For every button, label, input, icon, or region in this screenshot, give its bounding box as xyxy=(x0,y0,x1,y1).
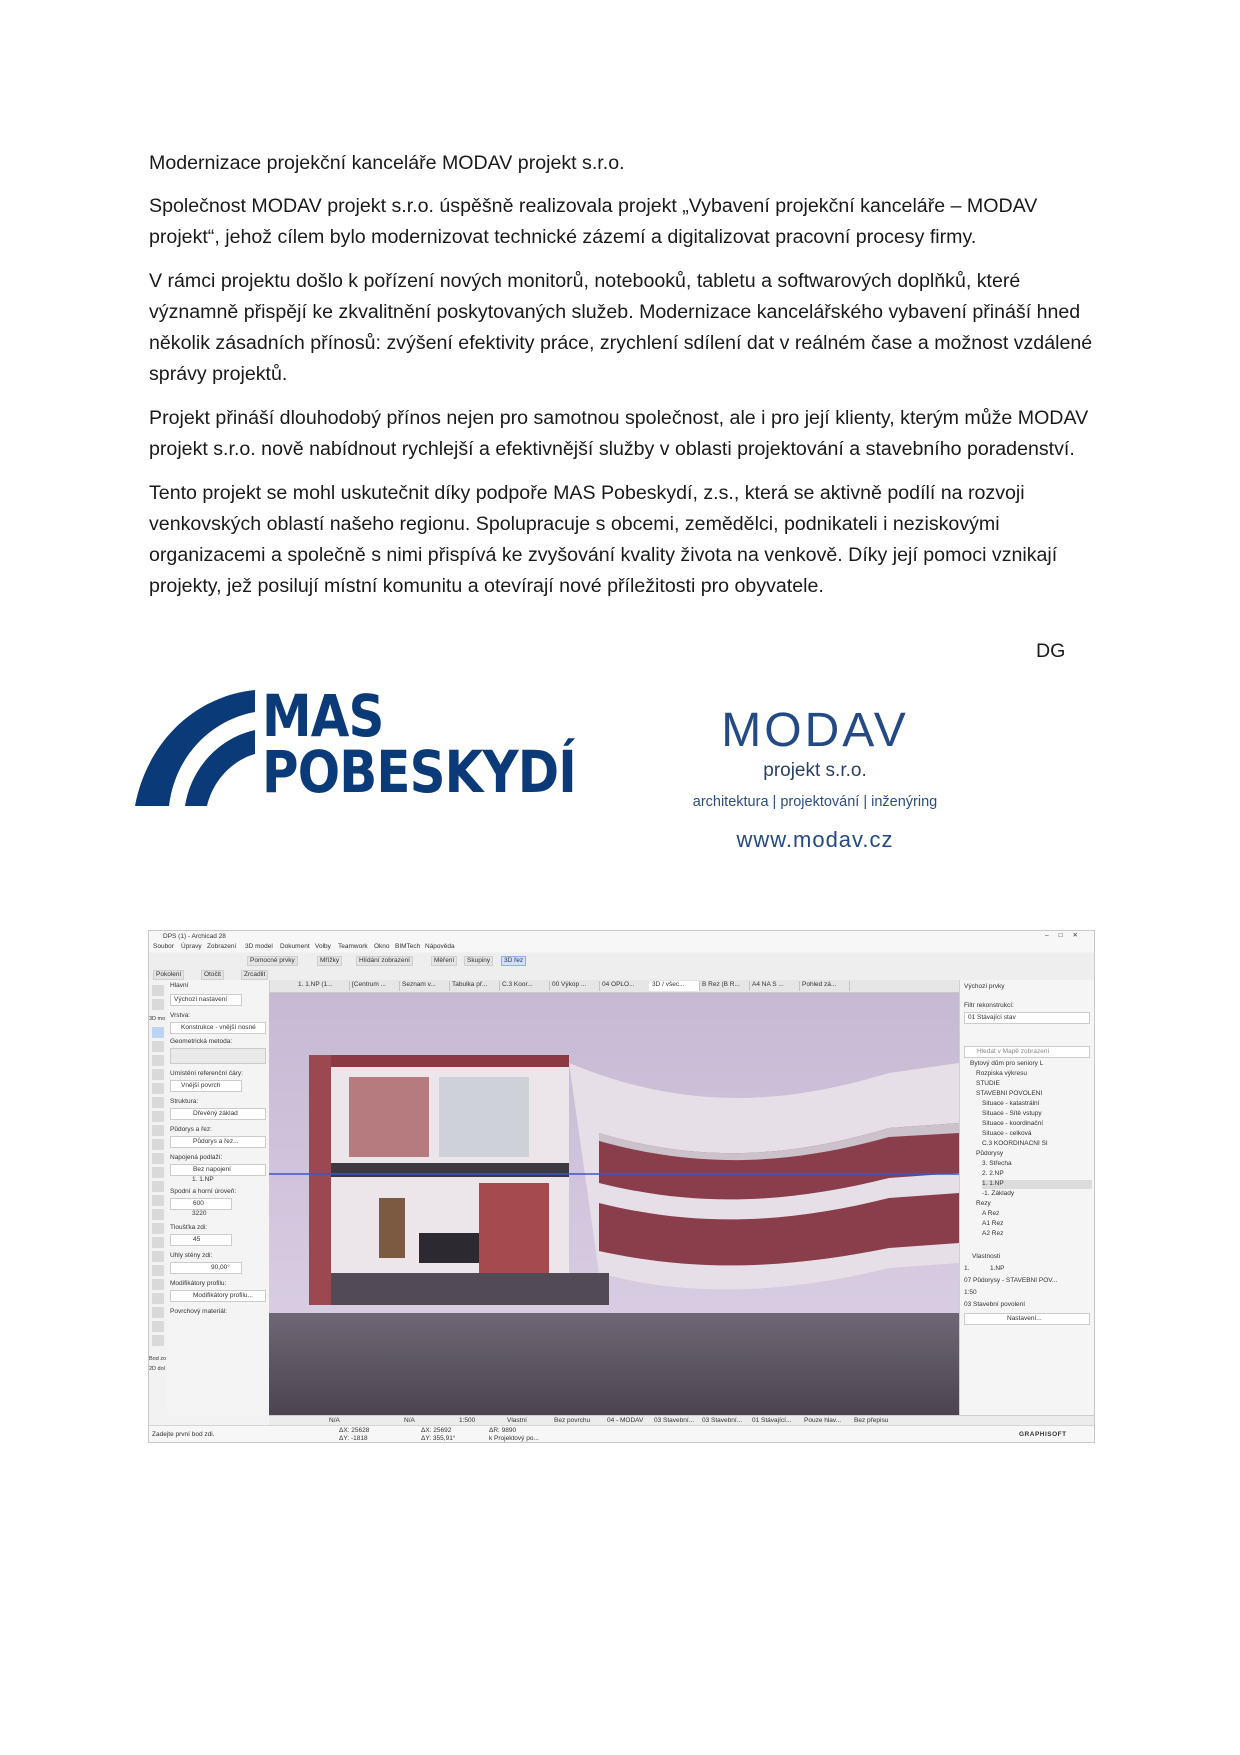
profile-label: Modifikátory profilu: xyxy=(170,1280,227,1287)
view-watch-button[interactable]: Hlídání zobrazení xyxy=(356,956,413,966)
article xyxy=(149,148,1093,615)
zone-tool-icon[interactable] xyxy=(152,1195,164,1206)
tab-b-rez[interactable]: B Řez (B R... xyxy=(699,981,750,991)
nav-item[interactable]: STUDIE xyxy=(976,1080,1000,1087)
structure-label: Struktura: xyxy=(170,1098,199,1105)
tab-seznam[interactable]: Seznam v... xyxy=(399,981,450,991)
linked-select[interactable]: Bez napojení xyxy=(170,1164,266,1176)
railing-tool-icon[interactable] xyxy=(152,1097,164,1108)
nav-item[interactable]: Situace - celková xyxy=(982,1130,1032,1137)
default-settings-field[interactable]: Výchozí nastavení xyxy=(170,994,242,1006)
modav-logo xyxy=(680,705,950,853)
material-label: Povrchový materiál: xyxy=(170,1308,228,1315)
qo-item[interactable]: Pouze hlav... xyxy=(804,1417,842,1424)
menu-okno[interactable]: Okno xyxy=(374,943,390,950)
coordinate-bar xyxy=(149,1425,1094,1443)
nav-item[interactable]: Situace - katastrální xyxy=(982,1100,1040,1107)
nav-item[interactable]: A Řez xyxy=(982,1210,1000,1217)
filter-label: Filtr rekonstrukcí: xyxy=(964,1002,1014,1009)
mas-wordmark xyxy=(262,682,576,806)
archicad-screenshot xyxy=(148,930,1095,1443)
article-title: Modernizace projekční kanceláře MODAV projekt s.r.o. xyxy=(149,152,625,174)
prop-scale: 1:50 xyxy=(964,1289,977,1296)
mesh-tool-icon[interactable] xyxy=(152,1209,164,1220)
side-label-3d: 3D mo xyxy=(149,1016,166,1022)
nav-item[interactable]: Řezy xyxy=(976,1200,991,1207)
3d-section-button[interactable]: 3D řez xyxy=(501,956,526,966)
roof-tool-icon[interactable] xyxy=(152,1111,164,1122)
tab-centrum[interactable]: [Centrum ... xyxy=(349,981,400,991)
arrow-tool-icon[interactable] xyxy=(152,985,164,996)
nav-item[interactable]: Situace - koordinační xyxy=(982,1120,1044,1127)
view-tabs xyxy=(269,980,959,993)
menu-bar xyxy=(149,942,1094,952)
side-label-bod: Bod zo xyxy=(149,1356,167,1362)
grids-button[interactable]: Mřížky xyxy=(317,956,342,966)
offset-button[interactable]: Pokolení xyxy=(153,970,184,980)
thickness-input[interactable]: 45 xyxy=(170,1234,232,1246)
nav-item[interactable]: C.3 KOORDINAČNÍ SI xyxy=(982,1140,1048,1147)
coord-y2: ΔY: 355,91° xyxy=(421,1435,456,1442)
qo-item[interactable]: N/A xyxy=(329,1417,340,1424)
text-tool-icon[interactable] xyxy=(152,1251,164,1262)
modav-tagline: architektura | projektování | inženýring xyxy=(692,794,938,810)
modav-website: www.modav.cz xyxy=(736,827,894,852)
menu-upravy[interactable]: Úpravy xyxy=(181,943,202,950)
window-controls[interactable]: –□✕ xyxy=(1045,932,1088,939)
tab-3d-all[interactable]: 3D / všec... xyxy=(649,981,700,991)
coord-x2: ΔX: 25692 xyxy=(421,1427,452,1434)
nav-item[interactable]: 3. Střecha xyxy=(982,1160,1012,1167)
qo-item[interactable]: 01 Stávající... xyxy=(752,1417,792,1424)
drawing-tool-icon[interactable] xyxy=(152,1335,164,1346)
qo-item[interactable]: N/A xyxy=(404,1417,415,1424)
rotate-button[interactable]: Otočit xyxy=(201,970,224,980)
tab-1np[interactable]: 1. 1.NP (1... xyxy=(295,981,350,991)
marquee-tool-icon[interactable] xyxy=(152,999,164,1010)
qo-item[interactable]: 04 - MODAV xyxy=(607,1417,644,1424)
graphisoft-logo: GRAPHISOFT xyxy=(1019,1431,1067,1438)
arc-tool-icon[interactable] xyxy=(152,1307,164,1318)
label-tool-icon[interactable] xyxy=(152,1265,164,1276)
info-box xyxy=(167,980,270,1415)
tab-a4[interactable]: A4 NA S ... xyxy=(749,981,800,991)
angle-label: Úhly stěny zdi: xyxy=(170,1252,213,1259)
column-tool-icon[interactable] xyxy=(152,1041,164,1052)
mas-swoosh-icon xyxy=(135,690,265,806)
paragraph-equipment: V rámci projektu došlo k pořízení nových monitorů, notebooků, tabletu a softwarových doplňků, které významně přispějí ke zkvalitnění poskytovaných služeb. Modernizace kancelářského vybavení přináší hned několik zásadních přínosů: zvýšení efektivity práce, zrychlení sdílení dat v reálném čase a možnost vzdálené správy projektů. xyxy=(149,270,1093,385)
title-bar xyxy=(149,931,1094,942)
window-tool-icon[interactable] xyxy=(152,1167,164,1178)
angle-input[interactable]: 90,00° xyxy=(170,1262,242,1274)
menu-bimtech[interactable]: BIMTech xyxy=(395,943,421,950)
menu-zobrazeni[interactable]: Zobrazení xyxy=(207,943,237,950)
modav-subtitle: projekt s.r.o. xyxy=(763,760,867,781)
door-tool-icon[interactable] xyxy=(152,1153,164,1164)
nav-item-selected[interactable]: 1. 1.NP xyxy=(982,1180,1092,1189)
coord-r: ΔR: 9890 xyxy=(489,1427,517,1434)
tab-koordinace[interactable]: C.3 Koor... xyxy=(499,981,550,991)
floorplan-select[interactable]: Půdorys a řez... xyxy=(170,1136,266,1148)
slab-tool-icon[interactable] xyxy=(152,1069,164,1080)
tab-vykop[interactable]: 00 Výkop ... xyxy=(549,981,600,991)
profile-select[interactable]: Modifikátory profilu... xyxy=(170,1290,266,1302)
prop-story: 1. xyxy=(964,1265,970,1272)
mas-pobeskydi-logo xyxy=(135,682,576,806)
nav-item[interactable]: 2. 2.NP xyxy=(982,1170,1004,1177)
object-tool-icon[interactable] xyxy=(152,1181,164,1192)
nav-item[interactable]: Rozpiska výkresu xyxy=(976,1070,1027,1077)
dimension-tool-icon[interactable] xyxy=(152,1223,164,1234)
mirror-button[interactable]: Zrcadlit xyxy=(241,970,268,980)
groups-button[interactable]: Skupiny xyxy=(464,956,493,966)
building-3d-render xyxy=(269,993,959,1415)
measure-button[interactable]: Měření xyxy=(431,956,457,966)
qo-item[interactable]: Bez povrchu xyxy=(554,1417,591,1424)
mas-line1: MAS xyxy=(262,682,384,750)
qo-item[interactable]: 03 Stavební... xyxy=(654,1417,695,1424)
stair-tool-icon[interactable] xyxy=(152,1083,164,1094)
menu-volby[interactable]: Volby xyxy=(315,943,331,950)
menu-soubor[interactable]: Soubor xyxy=(153,943,174,950)
floorplan-label: Půdorys a řez: xyxy=(170,1126,212,1133)
layer-select[interactable]: Konstrukce - vnější nosné xyxy=(170,1022,266,1034)
qo-item[interactable]: Bez přepisu xyxy=(854,1417,889,1424)
paragraph-intro: Společnost MODAV projekt s.r.o. úspěšně realizovala projekt „Vybavení projekční kanceláře – MODAV projekt“, jehož cílem bylo modernizovat technické zázemí a digitalizovat pracovní procesy firmy. xyxy=(149,195,1038,248)
nav-item[interactable]: Situace - Sítě vstupy xyxy=(982,1110,1042,1117)
beam-tool-icon[interactable] xyxy=(152,1055,164,1066)
structure-select[interactable]: Dřevěný základ xyxy=(170,1108,266,1120)
coord-ref[interactable]: k Projektový po... xyxy=(489,1435,539,1442)
story-value: 1. 1.NP xyxy=(192,1176,214,1183)
tab-oplo[interactable]: 04 OPLO... xyxy=(599,981,650,991)
edit-toolbar xyxy=(149,967,1094,981)
prop-phase: 03 Stavební povolení xyxy=(964,1301,1026,1308)
modav-name: MODAV xyxy=(721,704,909,757)
polyline-tool-icon[interactable] xyxy=(152,1321,164,1332)
nav-item[interactable]: -1. Základy xyxy=(982,1190,1015,1197)
tab-pohled[interactable]: Pohled zá... xyxy=(799,981,850,991)
wall-tool-icon[interactable] xyxy=(152,1027,164,1038)
menu-3d-model[interactable]: 3D model xyxy=(245,943,273,950)
coord-y1: ΔY: -1818 xyxy=(339,1435,368,1442)
layer-label: Vrstva: xyxy=(170,1012,190,1019)
geometry-method-buttons[interactable] xyxy=(170,1048,266,1064)
shell-tool-icon[interactable] xyxy=(152,1125,164,1136)
nav-top-label: Výchozí prvky xyxy=(964,983,1005,990)
prop-view: 07 Půdorysy - STAVEBNÍ POV... xyxy=(964,1277,1058,1284)
paragraph-benefits: Projekt přináší dlouhodobý přínos nejen pro samotnou společnost, ale i pro její klienty, kterým může MODAV projekt s.r.o. nově nabídnout rychlejší a efektivnější služby v oblasti projektování a stavebního poradenství. xyxy=(149,407,1089,460)
nav-item[interactable]: STAVEBNÍ POVOLENÍ xyxy=(976,1090,1043,1097)
paragraph-support: Tento projekt se mohl uskutečnit díky podpoře MAS Pobeskydí, z.s., která se aktivně podílí na rozvoji venkovských oblastí našeho regionu. Spolupracuje s obcemi, zemědělci, podnikateli i neziskovými organizacemi a společně s nimi přispívá ke zvyšování kvality života na venkově. Díky její pomoci vznikají projekty, jež posilují místní komunitu a otevírají nové příležitosti pro obyvatele. xyxy=(149,482,1058,597)
window-title: DPS (1) - Archicad 28 xyxy=(163,933,226,940)
line-tool-icon[interactable] xyxy=(152,1293,164,1304)
status-message: Zadejte první bod zdi. xyxy=(152,1431,215,1438)
height-input[interactable]: 600 xyxy=(170,1198,232,1210)
navigator-search[interactable]: Hledat v Mapě zobrazení xyxy=(964,1046,1090,1058)
coord-x1: ΔX: 25628 xyxy=(339,1427,370,1434)
tab-tabulka[interactable]: Tabulka př... xyxy=(449,981,500,991)
menu-teamwork[interactable]: Teamwork xyxy=(338,943,368,950)
thickness-label: Tloušťka zdi: xyxy=(170,1224,208,1231)
ref-line-select[interactable]: Vnější povrch xyxy=(170,1080,242,1092)
level-tool-icon[interactable] xyxy=(152,1237,164,1248)
3d-viewport[interactable] xyxy=(269,993,959,1415)
morph-tool-icon[interactable] xyxy=(152,1139,164,1150)
nav-item[interactable]: Bytový dům pro seniory L xyxy=(970,1060,1044,1067)
qo-item[interactable]: 03 Stavební... xyxy=(702,1417,743,1424)
prop-story-value: 1.NP xyxy=(990,1265,1005,1272)
geometry-label: Geometrická metoda: xyxy=(170,1038,233,1045)
toolbox xyxy=(149,980,168,1415)
scale-selector[interactable]: 1:500 xyxy=(459,1417,476,1424)
properties-label: Vlastnosti xyxy=(972,1253,1001,1260)
nav-item[interactable]: Půdorysy xyxy=(976,1150,1004,1157)
ib-section-label: Hlavní xyxy=(170,982,189,989)
height-label: Spodní a horní úroveň: xyxy=(170,1188,237,1195)
standard-toolbar xyxy=(149,953,1094,968)
ref-line-label: Umístění referenční čáry: xyxy=(170,1070,243,1077)
nav-item[interactable]: A1 Řez xyxy=(982,1220,1004,1227)
linked-label: Napojená podlaží: xyxy=(170,1154,223,1161)
side-label-2d: 2D dol xyxy=(149,1366,165,1372)
fill-tool-icon[interactable] xyxy=(152,1279,164,1290)
navigator-panel xyxy=(959,980,1095,1415)
mas-line2: POBESKYDÍ xyxy=(262,738,576,806)
qo-item[interactable]: Vlastní xyxy=(507,1417,527,1424)
filter-select[interactable]: 01 Stávající stav xyxy=(964,1012,1090,1024)
height-sub-value: 3220 xyxy=(192,1210,207,1217)
nav-item[interactable]: A2 Řez xyxy=(982,1230,1004,1237)
menu-napoveda[interactable]: Nápověda xyxy=(425,943,455,950)
menu-dokument[interactable]: Dokument xyxy=(280,943,310,950)
signature: DG xyxy=(1036,640,1066,662)
settings-button[interactable]: Nastavení... xyxy=(964,1313,1090,1325)
helper-elements-button[interactable]: Pomocné prvky xyxy=(247,956,298,966)
